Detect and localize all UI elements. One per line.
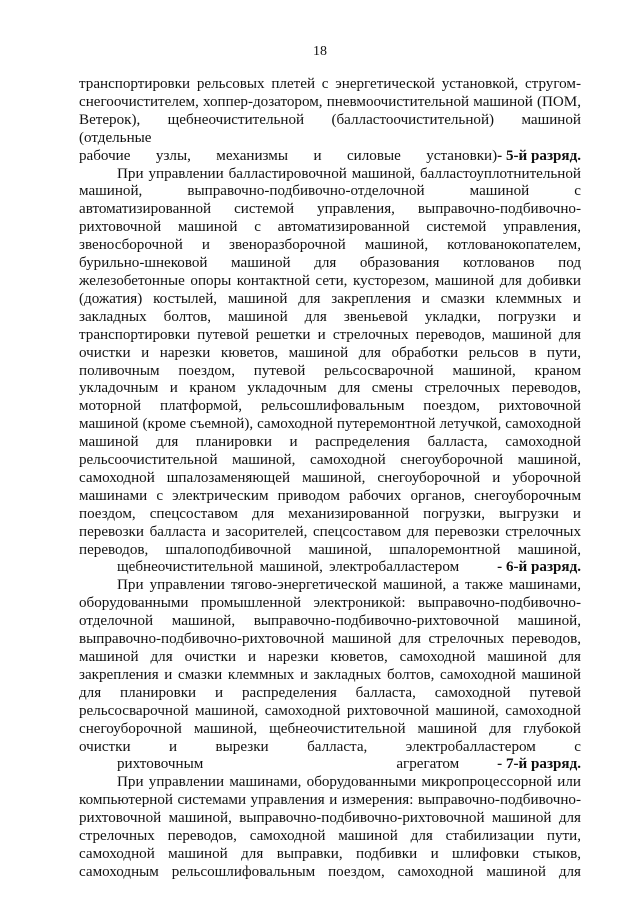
paragraph-2-text: При управлении балластировочной машиной, балластоуплотнительной машиной, выправочно-подбивочно-отделочной машиной с автоматизированной системой управления, выправочно-подбивочно-рихтовочной машиной с автоматизированной системой управления, звеносборочной и звеноразборочной машиной, котлованокопателем, бурильно-шнековой машиной для образования котлованов под железобетонные опоры контактной сети, кусторезом, машиной для добивки (дожатия) костылей, машиной для закрепления и смазки клеммных и закладных болтов, машиной для звеньевой укладки, погрузки и транспортировки путевой решетки и стрелочных переводов, машиной для очистки и нарезки кюветов, машиной для обработки рельсов в пути, поливочным поездом, путевой рельсосварочной машиной, краном укладочным и краном укладочным для смены стрелочных переводов, моторной платформой, рельсошлифовальным поездом, рихтовочной машиной (кроме съемной), самоходной путеремонтной летучкой, самоходной машиной для планировки и распределения балласта, самоходной рельсоочистительной машиной, самоходной снегоуборочной машиной, самоходной шпалозаменяющей машиной, снегоуборочной и уборочной машинами с электрическим приводом рабочих органов, снегоуборочным поездом, спецсоставом для механизированной погрузки, выгрузки и перевозки балласта и засорителей, спецсоставом для перевозки стрелочных переводов, шпалоподбивочной машиной, шпалоремонтной машиной, — [79, 165, 581, 558]
document-body — [79, 76, 581, 882]
paragraph-1-last-line-text: рабочие узлы, механизмы и силовые установки) — [79, 147, 498, 164]
paragraph-1 — [79, 76, 581, 166]
paragraph-3-last-line — [79, 756, 581, 774]
paragraph-3-last-line-text: рихтовочным агрегатом — [117, 756, 460, 773]
grade-5-label: - 5-й разряд. — [497, 147, 581, 164]
grade-6-label: - 6-й разряд. — [497, 559, 581, 576]
page-number: 18 — [313, 44, 327, 59]
paragraph-2 — [79, 166, 581, 578]
paragraph-3-text: При управлении тягово-энергетической машиной, а также машинами, оборудованными промышленной электроникой: выправочно-подбивочно-отделочной машиной, выправочно-подбивочно-рихтовочной машиной, выправочно-подбивочно-рихтовочной машиной для стрелочных переводов, машиной для очистки и нарезки кюветов, самоходной машиной для закрепления и смазки клеммных и закладных болтов, самоходной машиной для планировки и распределения балласта, самоходной путевой рельсосварочной машиной, самоходной рихтовочной машиной, самоходной снегоуборочной машиной, щебнеочистительной машиной для глубокой очистки и вырезки балласта, электробалластером с — [79, 577, 581, 755]
paragraph-1-text: транспортировки рельсовых плетей с энергетической установкой, стругом-снегоочистителем, хоппер-дозатором, пневмоочистительной машиной (ПОМ, Ветерок), щебнеочистительной (балластоочистительной) машиной (отдельные — [79, 76, 581, 146]
paragraph-2-last-line-text: щебнеочистительной машиной, электробалластером — [117, 559, 460, 576]
paragraph-4-text: При управлении машинами, оборудованными микропроцессорной или компьютерной системами управления и измерения: выправочно-подбивочно-рихтовочной машиной, выправочно-подбивочно-рихтовочной машиной для стрелочных переводов, самоходной машиной для стабилизации пути, самоходной машиной для выправки, подбивки и шлифовки стыков, самоходным рельсошлифовальным поездом, самоходной машиной для — [79, 774, 581, 880]
paragraph-2-last-line — [79, 559, 581, 577]
paragraph-3 — [79, 577, 581, 774]
grade-7-label: - 7-й разряд. — [497, 756, 581, 773]
paragraph-1-last-line — [79, 148, 581, 166]
paragraph-4 — [79, 774, 581, 881]
